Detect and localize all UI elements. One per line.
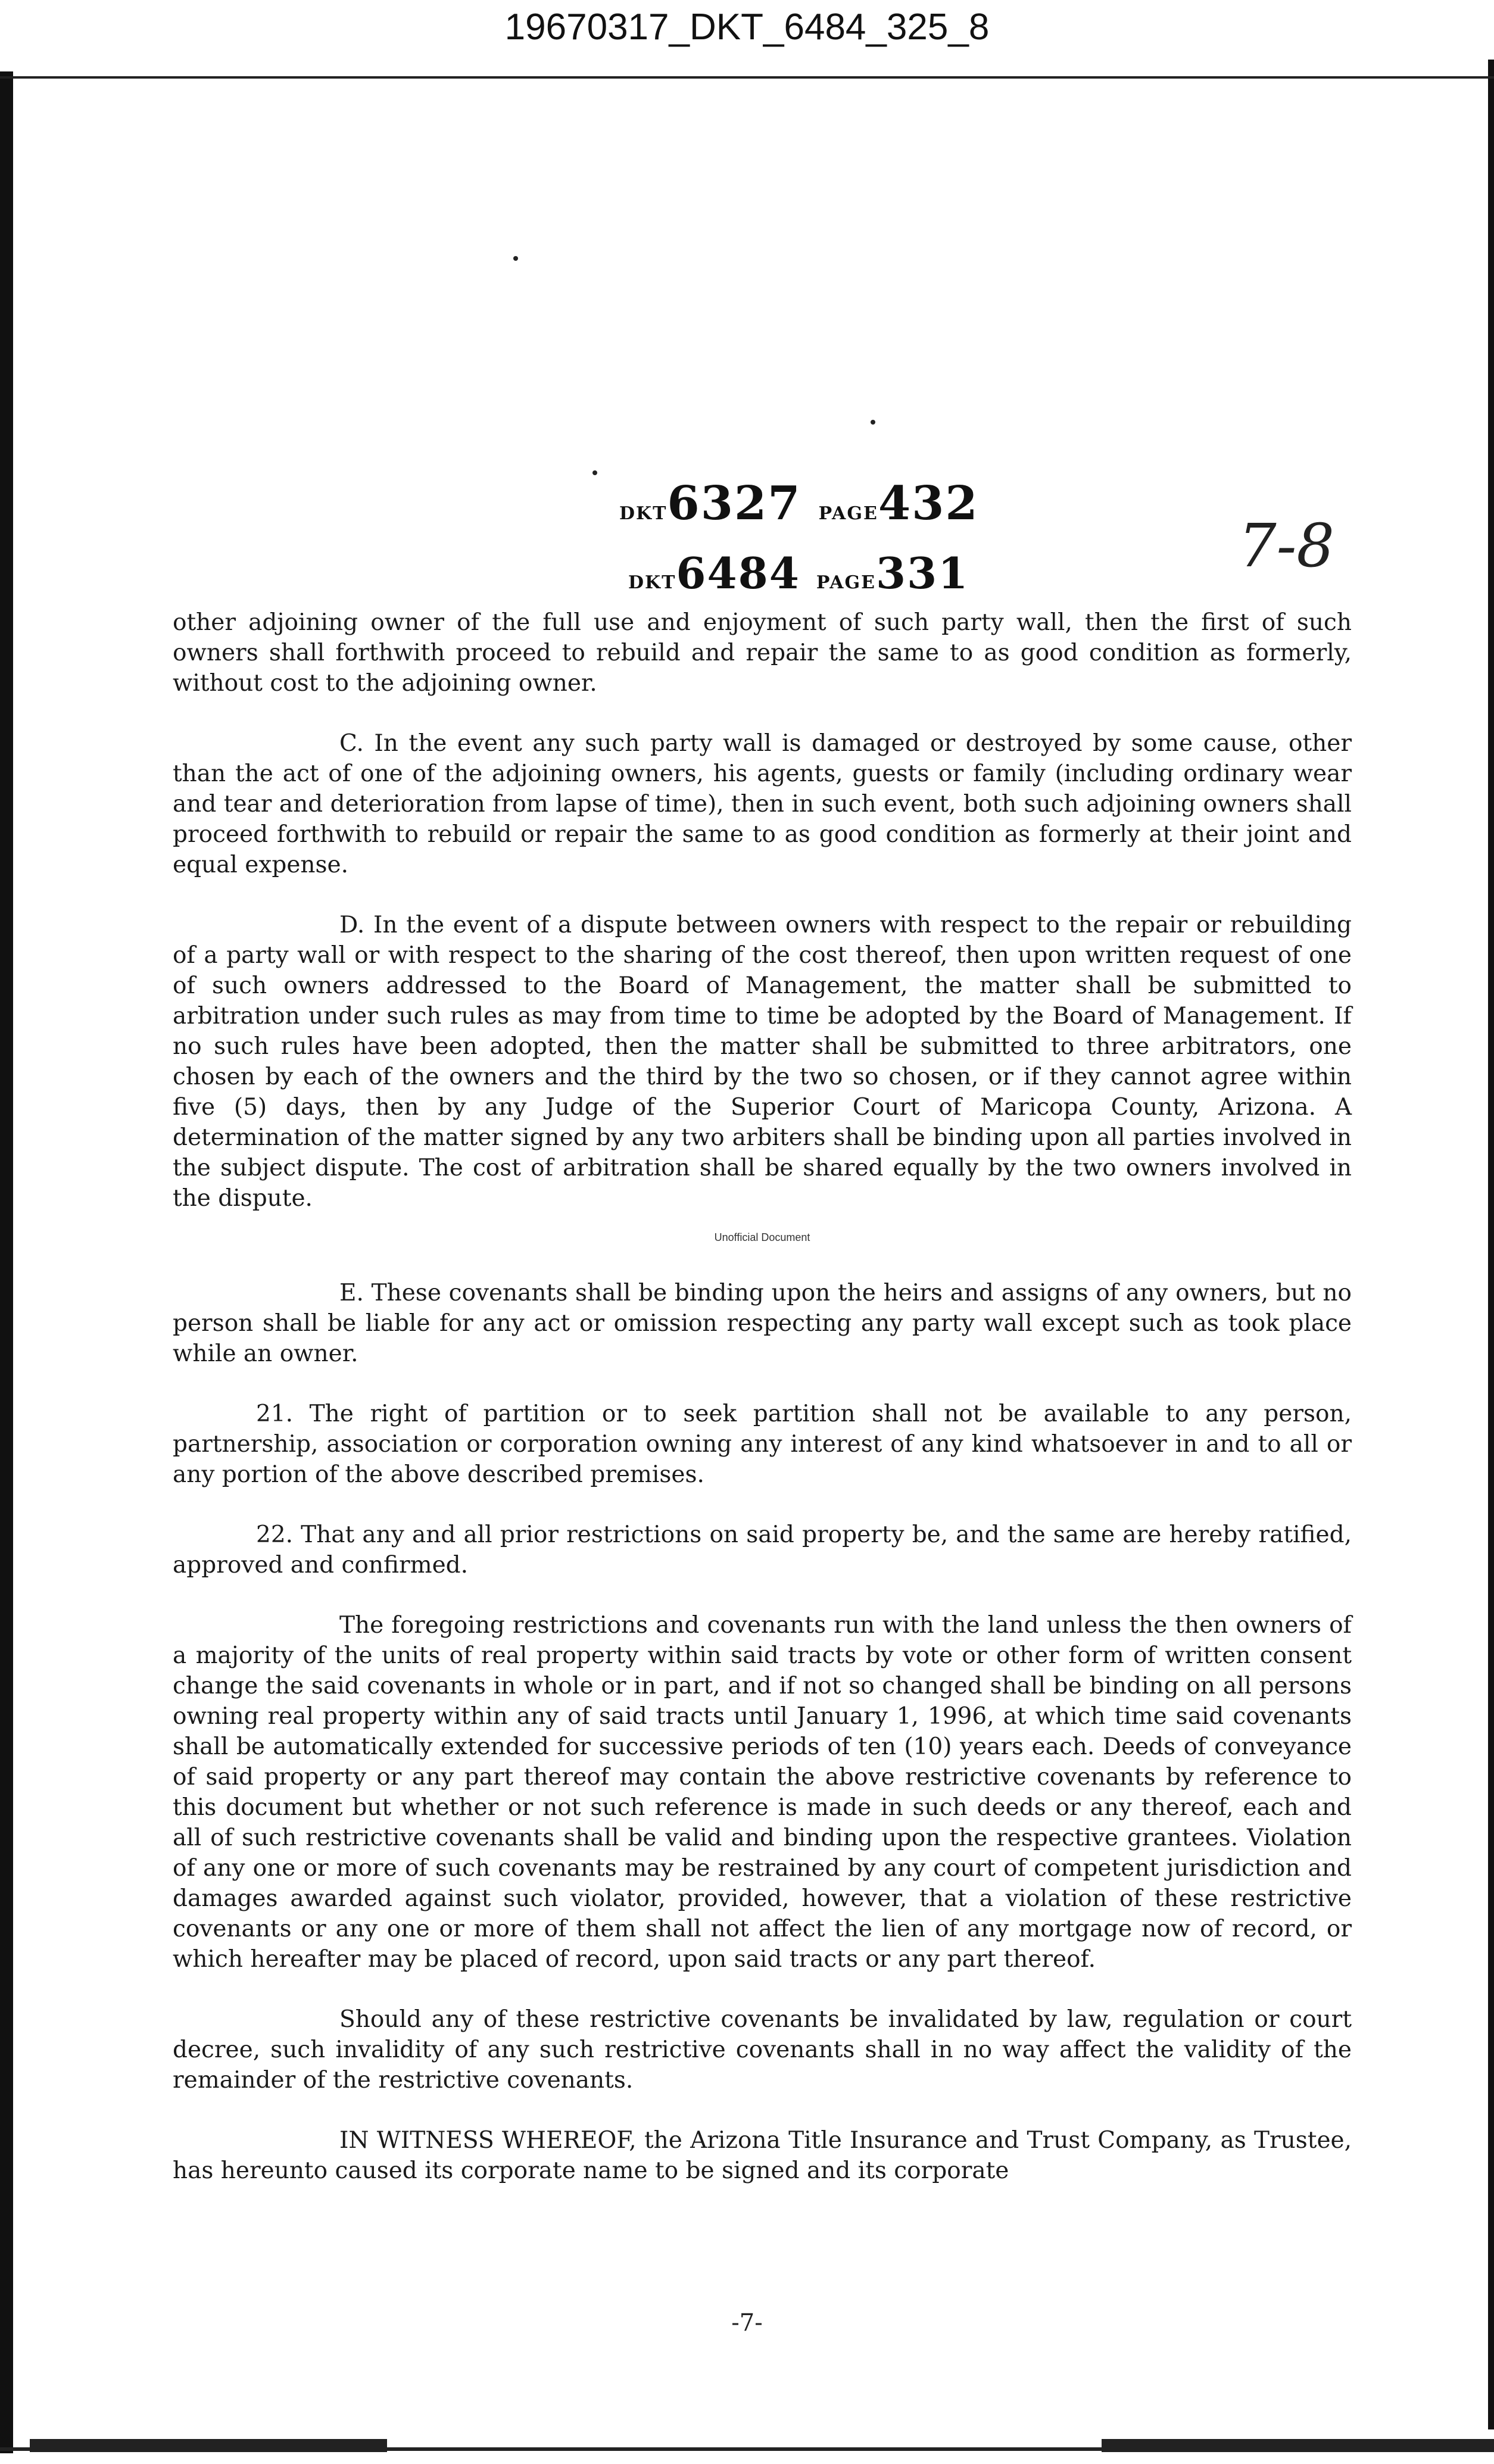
page-label: PAGE: [816, 572, 877, 593]
docket-number: 6484: [676, 548, 800, 598]
docket-stamp-1: [619, 476, 979, 531]
paragraph-22: 22. That any and all prior restrictions on said property be, and the same are hereby ratified, approved and confirmed.: [173, 1521, 1352, 1579]
scan-edge-right: [1488, 60, 1494, 2429]
page-number-stamp: 331: [876, 548, 969, 598]
paragraph-e: E. These covenants shall be binding upon the heirs and assigns of any owners, but no person shall be liable for any act or omission respecting any party wall except such as took place while an owner.: [173, 1280, 1352, 1367]
page-number: -7-: [731, 2309, 763, 2337]
document-id-header: 19670317_DKT_6484_325_8: [504, 7, 990, 48]
dkt-label: DKT: [628, 572, 676, 593]
paragraph-c: C. In the event any such party wall is damaged or destroyed by some cause, other than the act of one of the adjoining owners, his agents, guests or family (including ordinary wear and tear and deterioration from lapse of time), then in such event, both such adjoining owners shall proceed forthwith to rebuild or repair the same to as good condition as formerly at their joint and equal expense.: [173, 730, 1352, 878]
paragraph-foregoing: The foregoing restrictions and covenants run with the land unless the then owners of a majority of the units of real property within said tracts by vote or other form of written consent change the said covenants in whole or in part, and if not so changed shall be binding on all persons owning real property within any of said tracts until January 1, 1996, at which time said covenants shall be automatically extended for successive periods of ten (10) years each. Deeds of conveyance of said property or any part thereof may contain the above restrictive covenants by reference to this document but whether or not such reference is made in such deeds or any thereof, each and all of such restrictive covenants shall be valid and binding upon the respective grantees. Violation of any one or more of such covenants may be restrained by any court of competent jurisdiction and damages awarded against such violator, provided, however, that a violation of these restrictive covenants or any one or more of them shall not affect the lien of any mortgage now of record, or which hereafter may be placed of record, upon said tracts or any part thereof.: [173, 1612, 1352, 1973]
scan-speck: [871, 420, 875, 425]
scan-speck: [513, 256, 518, 261]
paragraph-severability: Should any of these restrictive covenants be invalidated by law, regulation or court decree, such invalidity of any such restrictive covenants shall in no way affect the validity of the remainder of the restrictive covenants.: [173, 2006, 1352, 2094]
scan-speck: [592, 470, 597, 475]
page-label: PAGE: [818, 503, 878, 524]
paragraph-21: 21. The right of partition or to seek partition shall not be available to any person, partnership, association or corporation owning any interest of any kind whatsoever in and to all or any portion of the above described premises.: [173, 1401, 1352, 1488]
unofficial-watermark: Unofficial Document: [714, 1231, 810, 1243]
paragraph-witness: IN WITNESS WHEREOF, the Arizona Title Insurance and Trust Company, as Trustee, has hereunto caused its corporate name to be signed and its corporate: [173, 2127, 1352, 2184]
paragraph-continuation: other adjoining owner of the full use and enjoyment of such party wall, then the first of such owners shall forthwith proceed to rebuild and repair the same to as good condition as formerly, without cost to the adjoining owner.: [173, 609, 1352, 697]
docket-number: 6327: [667, 476, 801, 531]
scan-rule-top: [0, 76, 1494, 79]
page-number-stamp: 432: [878, 476, 979, 531]
dkt-label: DKT: [619, 503, 668, 524]
document-body: [173, 607, 1352, 2216]
handwritten-page-note: 7-8: [1239, 511, 1335, 581]
scan-edge-left: [0, 71, 13, 2453]
scan-mark-bottom-right: [1102, 2439, 1494, 2452]
scan-mark-bottom-left: [30, 2439, 387, 2452]
docket-stamp-2: [628, 548, 969, 598]
paragraph-d: D. In the event of a dispute between owners with respect to the repair or rebuilding of a party wall or with respect to the sharing of the cost thereof, then upon written request of one of such owners addressed to the Board of Management, the matter shall be submitted to arbitration under such rules as may from time to time be adopted by the Board of Management. If no such rules have been adopted, then the matter shall be submitted to three arbitrators, one chosen by each of the owners and the third by the two so chosen, or if they cannot agree within five (5) days, then by any Judge of the Superior Court of Maricopa County, Arizona. A determination of the matter signed by any two arbiters shall be binding upon all parties involved in the subject dispute. The cost of arbitration shall be shared equally by the two owners involved in the dispute.: [173, 912, 1352, 1212]
